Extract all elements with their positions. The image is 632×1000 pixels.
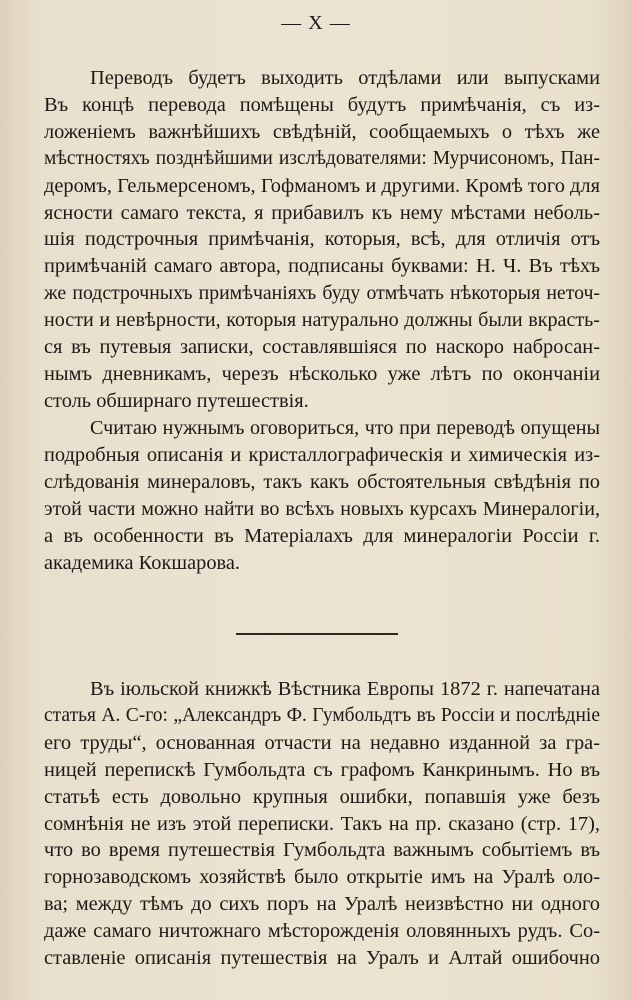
text-line: статья А. С-го: „Александръ Ф. Гумбольдтъ въ Россіи и послѣдніе — [44, 704, 600, 726]
text-line: ставленіе описанія путешествія на Уралъ и Алтай ошибочно — [44, 947, 600, 970]
text-line: даже самаго ничтожнаго мѣсторожденія оловянныхъ рудъ. Со- — [44, 920, 600, 943]
text-line: ясности самаго текста, я прибавилъ къ нему мѣстами неболь- — [44, 201, 600, 224]
text-line: деромъ, Гельмерсеномъ, Гофманомъ и другими. Кромѣ того для — [44, 174, 600, 197]
text-line: ложеніемъ важнѣйшихъ свѣдѣній, сообщаемыхъ о тѣхъ же — [44, 120, 600, 143]
text-line: что во время путешествія Гумбольдта важнымъ событіемъ въ — [44, 839, 600, 862]
text-line: ва; между тѣмъ до сихъ поръ на Уралѣ неизвѣстно ни одного — [44, 893, 600, 916]
text-line: шія подстрочныя примѣчанія, которыя, всѣ, для отличія отъ — [44, 228, 600, 251]
page-number: — X — — [281, 12, 351, 34]
text-line: ся въ путевыя записки, составлявшіяся по наскоро набросан- — [44, 336, 600, 359]
text-line: сомнѣнія не изъ этой переписки. Такъ на пр. сказано (стр. 17), — [44, 812, 600, 835]
section-divider — [236, 633, 398, 635]
paragraph-vestnik-evropy — [44, 676, 600, 972]
text-line: мѣстностяхъ позднѣйшими изслѣдователями: Мурчисономъ, Пан- — [44, 147, 600, 169]
text-line: Переводъ будетъ выходить отдѣлами или выпусками — [90, 67, 600, 89]
text-line: же подстрочныхъ примѣчаніяхъ буду отмѣчать нѣкоторыя неточ- — [44, 282, 600, 305]
text-line: столь обширнаго путешествія. — [44, 389, 309, 412]
text-line: примѣчаній самаго автора, подписаны буквами: Н. Ч. Въ тѣхъ — [44, 255, 600, 278]
text-line: Въ іюльской книжкѣ Вѣстника Европы 1872 г. напечатана — [90, 678, 600, 700]
text-line: Въ концѣ перевода помѣщены будутъ примѣчанія, съ из- — [44, 93, 600, 116]
text-line: Считаю нужнымъ оговориться, что при переводѣ опущены — [90, 417, 600, 439]
text-line: а въ особенности въ Матеріалахъ для минералогіи Россіи г. — [44, 524, 600, 547]
text-line: подробныя описанія и кристаллографическія и химическія из- — [44, 443, 600, 466]
text-line: горнозаводскомъ хозяйствѣ было открытіе имъ на Уралѣ оло- — [44, 866, 600, 889]
text-line: этой части можно найти во всѣхъ новыхъ курсахъ Минералогіи, — [44, 497, 600, 520]
text-line: его труды“, основанная отчасти на недавно изданной за гра- — [44, 731, 600, 754]
paragraph-omissions — [44, 415, 600, 576]
text-line: ницей перепискѣ Гумбольдта съ графомъ Канкринымъ. Но въ — [44, 758, 600, 781]
text-line: слѣдованія минераловъ, такъ какъ обстоятельныя свѣдѣнія по — [44, 470, 600, 493]
text-line: академика Кокшарова. — [44, 551, 241, 574]
text-line: ности и невѣрности, которыя натурально должны были вкрасть- — [44, 309, 600, 332]
text-line: статьѣ есть довольно крупныя ошибки, попавшія уже безъ — [44, 785, 600, 808]
text-line: нымъ дневникамъ, черезъ нѣсколько уже лѣтъ по окончаніи — [44, 362, 600, 385]
paragraph-translation-notes — [44, 65, 600, 415]
